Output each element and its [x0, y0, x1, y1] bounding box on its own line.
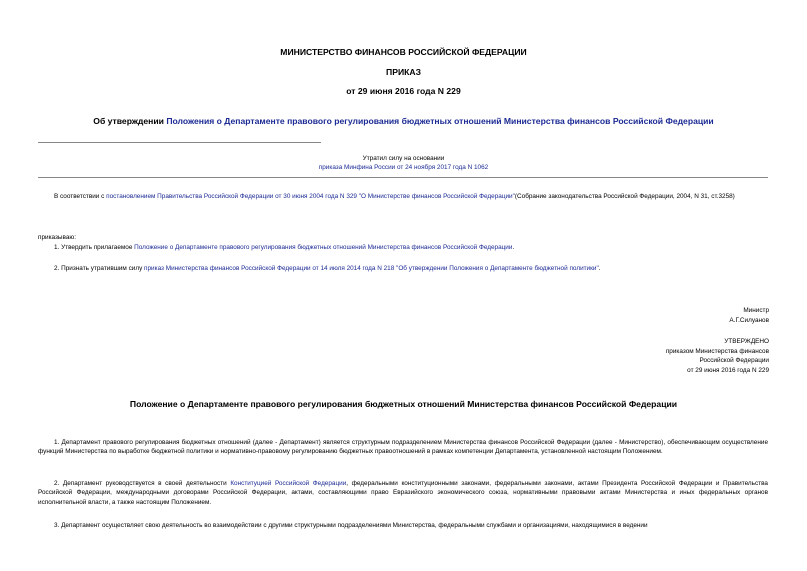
paragraph-3: 3. Департамент осуществляет свою деятельность во взаимодействии с другими структурными подразделениями Министерства, федеральными службами и организациями, находящимися в ведении [54, 522, 648, 529]
preamble-prefix: В соответствии с [54, 193, 107, 200]
item-1-prefix: 1. Утвердить прилагаемое [54, 244, 135, 251]
item-2-prefix: 2. Признать утратившим силу [54, 265, 145, 272]
item-2-suffix: . [598, 265, 601, 272]
doc-type-heading: ПРИКАЗ [386, 67, 421, 77]
item-2-link[interactable]: приказ Министерства финансов Российской Федерации от 14 июля 2014 года N 218 "Об утверждении Положения о Департаменте бюджетной политики" [144, 265, 599, 272]
preamble-paragraph [38, 192, 768, 201]
paragraph-2 [38, 479, 768, 507]
preamble-suffix: (Собрание законодательства Российской Федерации, 2004, N 31, ст.3258) [514, 193, 735, 200]
item-1-link[interactable]: Положение о Департаменте правового регулирования бюджетных отношений Министерства финансов Российской Федерации [134, 244, 513, 251]
status-note-link[interactable]: приказа Минфина России от 24 ноября 2017 года N 1062 [318, 164, 489, 171]
signature-name: А.Г.Силуанов [729, 316, 769, 324]
approval-block [610, 337, 769, 375]
date-number-heading: от 29 июня 2016 года N 229 [346, 86, 461, 96]
item-2 [38, 264, 768, 273]
approval-line-4: от 29 июня 2016 года N 229 [687, 366, 769, 374]
status-note-text: Утратил силу на основании [362, 155, 445, 162]
paragraph-1: 1. Департамент правового регулирования бюджетных отношений (далее - Департамент) является структурным подразделением Министерства финансов Российской Федерации (далее - Министерство), обеспечивающим осуществление функций Министерства по выработке бюджетной политики и нормативно-правовому регулированию бюджетных правоотношений в рамках компетенции Департамента, установленной настоящим Положением. [38, 439, 768, 456]
signature-position: Министр [743, 307, 769, 314]
document-title [0, 116, 807, 126]
order-word: приказываю: [38, 234, 76, 241]
document-title-link[interactable]: Положения о Департаменте правового регулирования бюджетных отношений Министерства финансов Российской Федерации [166, 116, 714, 126]
status-note [0, 154, 807, 172]
approval-line-3: Российской Федерации [699, 357, 769, 364]
approval-line-2: приказом Министерства финансов [665, 347, 769, 355]
document-title-prefix: Об утверждении [93, 116, 167, 126]
paragraph-2-link[interactable]: Конституцией Российской Федерации [230, 480, 347, 487]
signature-block [729, 306, 769, 325]
paragraph-2-prefix: 2. Департамент руководствуется в своей деятельности [54, 480, 231, 487]
divider-top [38, 142, 321, 143]
approval-line-1: УТВЕРЖДЕНО [724, 338, 769, 345]
paragraph-2-suffix: , федеральными конституционными законами, федеральными законами, актами Президента Российской Федерации и Правительства Российской Федерации, международными договорами Российской Федерации, актами, составляющими право Евразийского экономического союза, нормативными правовыми актами Министерства и иных федеральных органов исполнительной власти, а также настоящим Положением. [38, 480, 768, 506]
item-1-suffix: . [512, 244, 515, 251]
regulation-title: Положение о Департаменте правового регулирования бюджетных отношений Министерства финансов Российской Федерации [129, 399, 678, 409]
ministry-heading: МИНИСТЕРСТВО ФИНАНСОВ РОССИЙСКОЙ ФЕДЕРАЦИИ [280, 47, 527, 57]
item-1 [38, 243, 768, 252]
preamble-link[interactable]: постановлением Правительства Российской Федерации от 30 июня 2004 года N 329 "О Министерстве финансов Российской Федерации" [106, 193, 515, 200]
divider-bottom [38, 177, 768, 178]
